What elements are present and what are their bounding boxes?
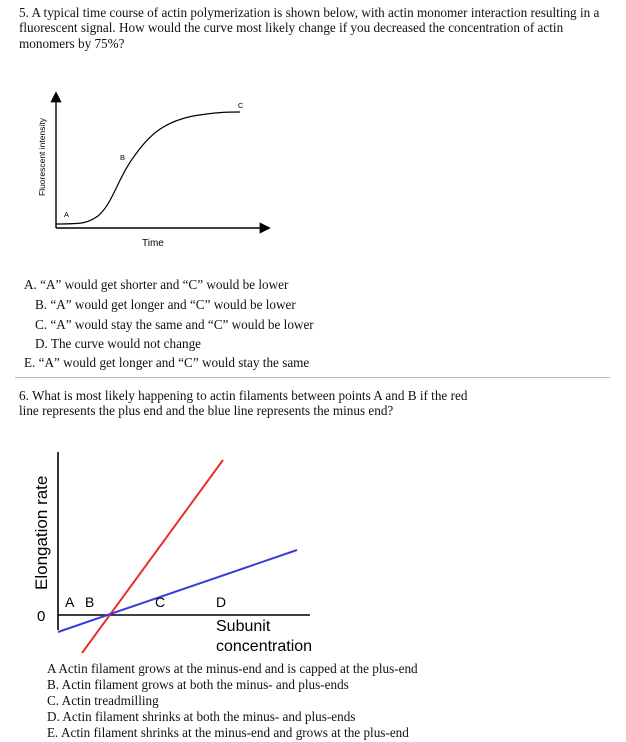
ylabel: Fluorescent intensity <box>37 118 47 196</box>
q6-option-b[interactable] <box>47 677 349 692</box>
q5-option-e[interactable] <box>24 355 309 371</box>
q5-option-e-letter: E. <box>24 355 36 370</box>
q5-option-b-text: “A” would get longer and “C” would be lower <box>50 297 296 312</box>
point-b-label: B <box>120 153 126 162</box>
q6-option-b-letter: B. <box>47 677 60 692</box>
point-a-label: A <box>65 594 75 610</box>
q6-option-a[interactable] <box>47 661 418 676</box>
point-a-label: A <box>64 210 70 219</box>
q5-option-a-letter: A. <box>24 277 37 292</box>
q6-option-c-text: Actin treadmilling <box>61 693 159 708</box>
q5-option-c-text: “A” would stay the same and “C” would be lower <box>50 317 314 332</box>
q6-option-c-letter: C. <box>47 693 60 708</box>
question-divider <box>15 377 610 378</box>
point-c-label: C <box>155 594 166 610</box>
zero-label: 0 <box>37 608 46 625</box>
q5-option-d-letter: D. <box>35 336 48 351</box>
plus-end-line <box>82 460 223 653</box>
q6-option-e[interactable] <box>47 725 409 740</box>
q5-option-a-text: “A” would get shorter and “C” would be lower <box>40 277 289 292</box>
q5-option-b-letter: B. <box>35 297 48 312</box>
point-d-label: D <box>216 594 227 610</box>
q6-option-b-text: Actin filament grows at both the minus- and plus-ends <box>61 677 349 692</box>
q6-option-a-text: Actin filament grows at the minus-end and is capped at the plus-end <box>58 661 418 676</box>
q6-option-d-text: Actin filament shrinks at both the minus- and plus-ends <box>62 709 356 724</box>
q6-option-e-letter: E. <box>47 725 59 740</box>
xlabel: Time <box>142 238 164 249</box>
q5-option-d-text: The curve would not change <box>50 336 202 351</box>
q6-option-d-letter: D. <box>47 709 60 724</box>
question-6-text: 6. What is most likely happening to actin filaments between points A and B if the red line represents the plus end and the blue line represents the minus end? <box>19 388 468 419</box>
q5-option-d[interactable] <box>35 336 201 352</box>
q5-option-c[interactable] <box>35 317 314 333</box>
q6-option-a-letter: A <box>47 661 56 676</box>
ylabel: Elongation rate <box>32 475 51 590</box>
q5-option-e-text: “A” would get longer and “C” would stay the same <box>38 355 310 370</box>
question-5-text: 5. A typical time course of actin polymerization is shown below, with actin monomer interaction resulting in a fluorescent signal. How would the curve most likely change if you decreased the concentration of actin monomers by 75%? <box>19 5 600 51</box>
q6-option-d[interactable] <box>47 709 355 724</box>
q6-option-c[interactable] <box>47 693 159 708</box>
q5-option-b[interactable] <box>35 297 296 313</box>
elongation-chart <box>25 450 355 660</box>
point-b-label: B <box>85 594 95 610</box>
polymerization-chart <box>28 88 278 253</box>
q6-option-e-text: Actin filament shrinks at the minus-end and grows at the plus-end <box>60 725 409 740</box>
point-c-label: C <box>238 101 244 110</box>
xlabel-line2: concentration <box>216 638 313 655</box>
q5-option-a[interactable] <box>24 277 288 293</box>
sigmoid-curve <box>56 112 240 224</box>
xlabel-line1: Subunit <box>216 618 271 635</box>
q5-option-c-letter: C. <box>35 317 48 332</box>
